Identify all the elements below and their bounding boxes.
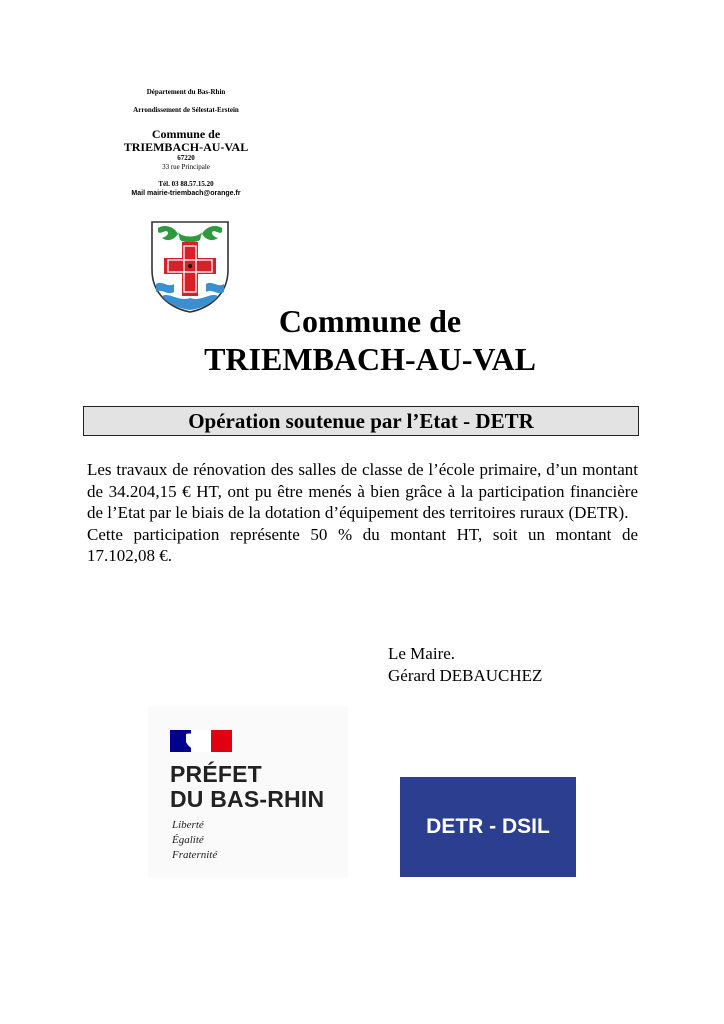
marianne-flag-icon [170, 730, 232, 752]
page-title [150, 302, 590, 378]
signature-name: Gérard DEBAUCHEZ [388, 665, 543, 685]
prefet-name-line2: DU BAS-RHIN [170, 786, 325, 812]
coat-of-arms-icon [148, 218, 232, 314]
signature-block [388, 643, 542, 686]
signature-role: Le Maire. [388, 644, 456, 663]
operation-banner: Opération soutenue par l’Etat - DETR [83, 406, 639, 436]
letterhead [100, 88, 272, 198]
motto-liberte: Liberté [172, 819, 204, 831]
postcode: 67220 [177, 154, 195, 162]
motto-fraternite: Fraternité [172, 849, 218, 861]
prefet-name-line1: PRÉFET [170, 761, 262, 787]
arrondissement-label: Arrondissement de Sélestat-Erstein [133, 106, 239, 114]
detr-dsil-logo: DETR - DSIL [400, 777, 576, 877]
telephone: Tél. 03 88.57.15.20 [158, 180, 214, 188]
email: Mail mairie-triembach@orange.fr [131, 190, 241, 197]
body-text [87, 459, 638, 567]
paragraph-participation: Cette participation représente 50 % du montant HT, soit un montant de 17.102,08 €. [87, 524, 638, 565]
department-label: Département du Bas-Rhin [146, 88, 226, 96]
prefet-name [170, 762, 324, 812]
paragraph-funding: Les travaux de rénovation des salles de classe de l’école primaire, d’un montant de 34.204,15 € HT, ont pu être menés à bien grâce à la participation financière de l’Etat par le biais de la dotation d’équipement des territoires ruraux (DETR). [87, 460, 638, 522]
title-line2: TRIEMBACH-AU-VAL [204, 341, 536, 377]
republic-motto [172, 818, 217, 863]
commune-label-line2: TRIEMBACH-AU-VAL [123, 140, 249, 154]
motto-egalite: Égalité [172, 834, 204, 846]
address: 33 rue Principale [162, 163, 210, 171]
commune-label-line1: Commune de [151, 127, 221, 141]
prefet-logo [148, 706, 348, 878]
title-line1: Commune de [278, 303, 462, 339]
